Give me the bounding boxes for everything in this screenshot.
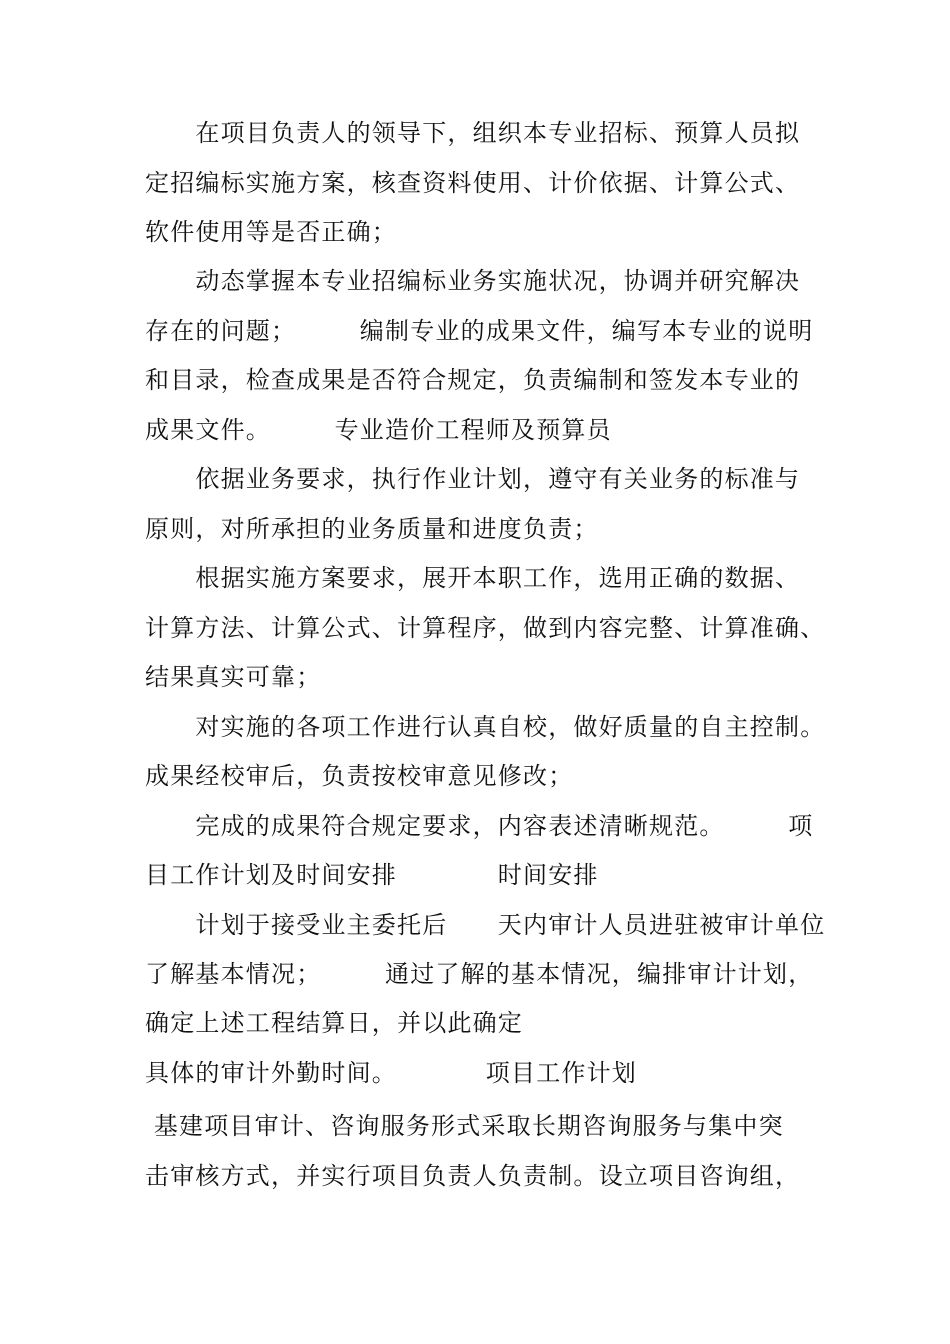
text-line-11: 计算方法、计算公式、计算程序，做到内容完整、计算准确、	[145, 614, 826, 642]
text-line-14: 成果经校审后，负责按校审意见修改；	[145, 762, 574, 790]
text-line-6: 和目录，检查成果是否符合规定，负责编制和签发本专业的	[145, 366, 801, 394]
text-line-1: 在项目负责人的领导下，组织本专业招标、预算人员拟	[145, 119, 801, 147]
text-line-4: 动态掌握本专业招编标业务实施状况，协调并研究解决	[145, 267, 801, 295]
text-line-19: 确定上述工程结算日，并以此确定	[145, 1009, 523, 1037]
text-line-10: 根据实施方案要求，展开本职工作，选用正确的数据、	[145, 564, 801, 592]
text-line-9: 原则，对所承担的业务质量和进度负责；	[145, 515, 599, 543]
text-line-7: 成果文件。 专业造价工程师及预算员	[145, 416, 612, 444]
text-line-3: 软件使用等是否正确；	[145, 218, 397, 246]
text-line-16: 目工作计划及时间安排 时间安排	[145, 861, 599, 889]
text-line-13: 对实施的各项工作进行认真自校，做好质量的自主控制。	[145, 713, 826, 741]
text-line-20: 具体的审计外勤时间。 项目工作计划	[145, 1059, 637, 1087]
text-line-12: 结果真实可靠；	[145, 663, 322, 691]
text-line-17: 计划于接受业主委托后 天内审计人员进驻被审计单位	[145, 911, 826, 939]
text-line-21: 基建项目审计、咨询服务形式采取长期咨询服务与集中突	[145, 1112, 784, 1140]
text-line-18: 了解基本情况； 通过了解的基本情况，编排审计计划，	[145, 960, 814, 988]
text-line-5: 存在的问题； 编制专业的成果文件，编写本专业的说明	[145, 317, 814, 345]
text-line-8: 依据业务要求，执行作业计划，遵守有关业务的标准与	[145, 465, 801, 493]
text-line-22: 击审核方式，并实行项目负责人负责制。设立项目咨询组，	[145, 1162, 801, 1190]
text-line-2: 定招编标实施方案，核查资料使用、计价依据、计算公式、	[145, 169, 801, 197]
text-line-15: 完成的成果符合规定要求，内容表述清晰规范。 项	[145, 812, 814, 840]
